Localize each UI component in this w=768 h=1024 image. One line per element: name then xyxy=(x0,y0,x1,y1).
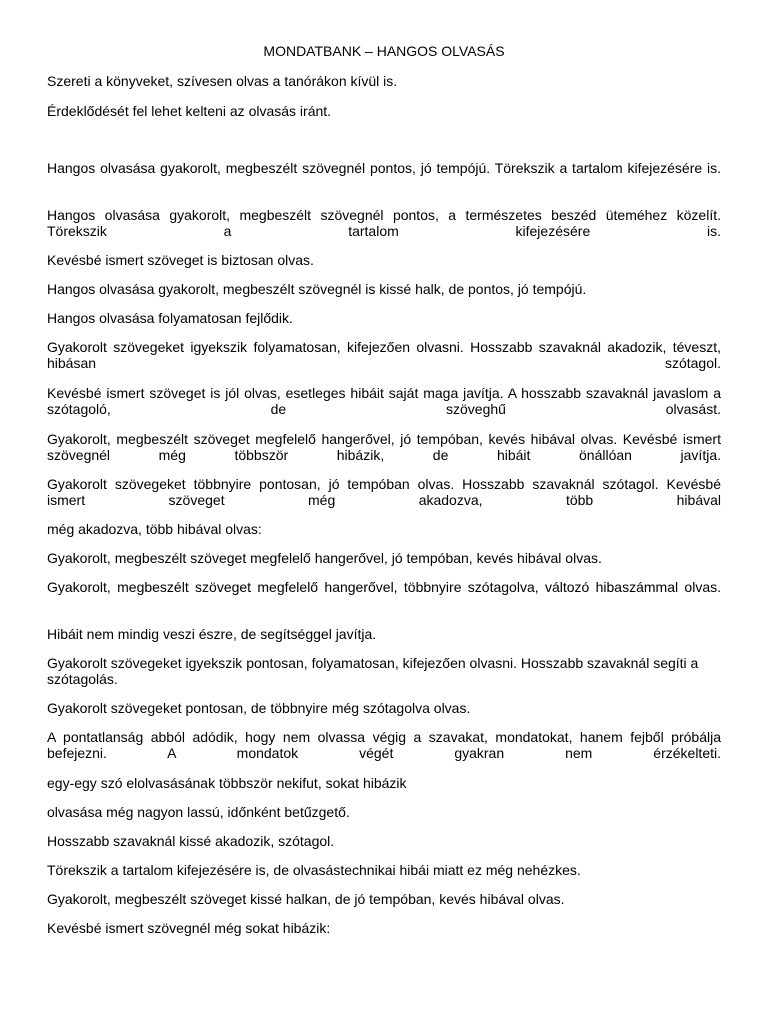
paragraph: olvasása még nagyon lassú, időnként betűzgető. xyxy=(47,804,350,820)
paragraph: Gyakorolt, megbeszélt szöveget megfelelő hangerővel, többnyire szótagolva, változó hibaszámmal olvas. xyxy=(47,579,721,595)
paragraph: Gyakorolt szövegeket többnyire pontosan, jó tempóban olvas. Hosszabb szavaknál szótagol. Kevésbé ismert szöveget még akadozva, több hibával xyxy=(47,476,721,508)
paragraph: Hangos olvasása gyakorolt, megbeszélt szövegnél pontos, jó tempójú. Törekszik a tartalom kifejezésére is. xyxy=(47,160,721,176)
paragraph: Gyakorolt, megbeszélt szöveget kissé halkan, de jó tempóban, kevés hibával olvas. xyxy=(47,891,565,907)
paragraph: Kevésbé ismert szövegnél még sokat hibázik: xyxy=(47,920,331,936)
paragraph: Hosszabb szavaknál kissé akadozik, szótagol. xyxy=(47,833,335,849)
paragraph: Hangos olvasása gyakorolt, megbeszélt szövegnél pontos, a természetes beszéd üteméhez közelít. Törekszik a tartalom kifejezésére is. xyxy=(47,207,721,239)
paragraph: Gyakorolt, megbeszélt szöveget megfelelő hangerővel, jó tempóban, kevés hibával olvas. xyxy=(47,550,602,566)
paragraph: Kevésbé ismert szöveget is biztosan olvas. xyxy=(47,252,314,268)
paragraph: Kevésbé ismert szöveget is jól olvas, esetleges hibáit saját maga javítja. A hosszabb szavaknál javaslom a szótagoló, de szöveghű olvasást. xyxy=(47,385,721,417)
paragraph: A pontatlanság abból adódik, hogy nem olvassa végig a szavakat, mondatokat, hanem fejből próbálja befejezni. A mondatok végét gyakran nem érzékelteti. xyxy=(47,729,721,761)
paragraph: Gyakorolt, megbeszélt szöveget megfelelő hangerővel, jó tempóban, kevés hibával olvas. Kevésbé ismert szövegnél még többször hibázik, de hibáit önállóan javítja. xyxy=(47,431,721,463)
paragraph: Szereti a könyveket, szívesen olvas a tanórákon kívül is. xyxy=(47,73,398,89)
paragraph: Hibáit nem mindig veszi észre, de segítséggel javítja. xyxy=(47,626,377,642)
paragraph: egy-egy szó elolvasásának többször nekifut, sokat hibázik xyxy=(47,775,407,791)
paragraph: Gyakorolt szövegeket pontosan, de többnyire még szótagolva olvas. xyxy=(47,700,471,716)
paragraph: Hangos olvasása folyamatosan fejlődik. xyxy=(47,310,293,326)
paragraph: Érdeklődését fel lehet kelteni az olvasás iránt. xyxy=(47,103,332,119)
paragraph: Hangos olvasása gyakorolt, megbeszélt szövegnél is kissé halk, de pontos, jó tempójú. xyxy=(47,281,587,297)
paragraph: Gyakorolt szövegeket igyekszik pontosan, folyamatosan, kifejezően olvasni. Hosszabb szavaknál segíti a szótagolás. xyxy=(47,655,699,687)
page-title: MONDATBANK – HANGOS OLVASÁS xyxy=(263,43,505,59)
paragraph: Törekszik a tartalom kifejezésére is, de olvasástechnikai hibái miatt ez még nehézkes. xyxy=(47,862,581,878)
paragraph: Gyakorolt szövegeket igyekszik folyamatosan, kifejezően olvasni. Hosszabb szavaknál akadozik, téveszt, hibásan szótagol. xyxy=(47,339,721,371)
paragraph: még akadozva, több hibával olvas: xyxy=(47,521,262,537)
